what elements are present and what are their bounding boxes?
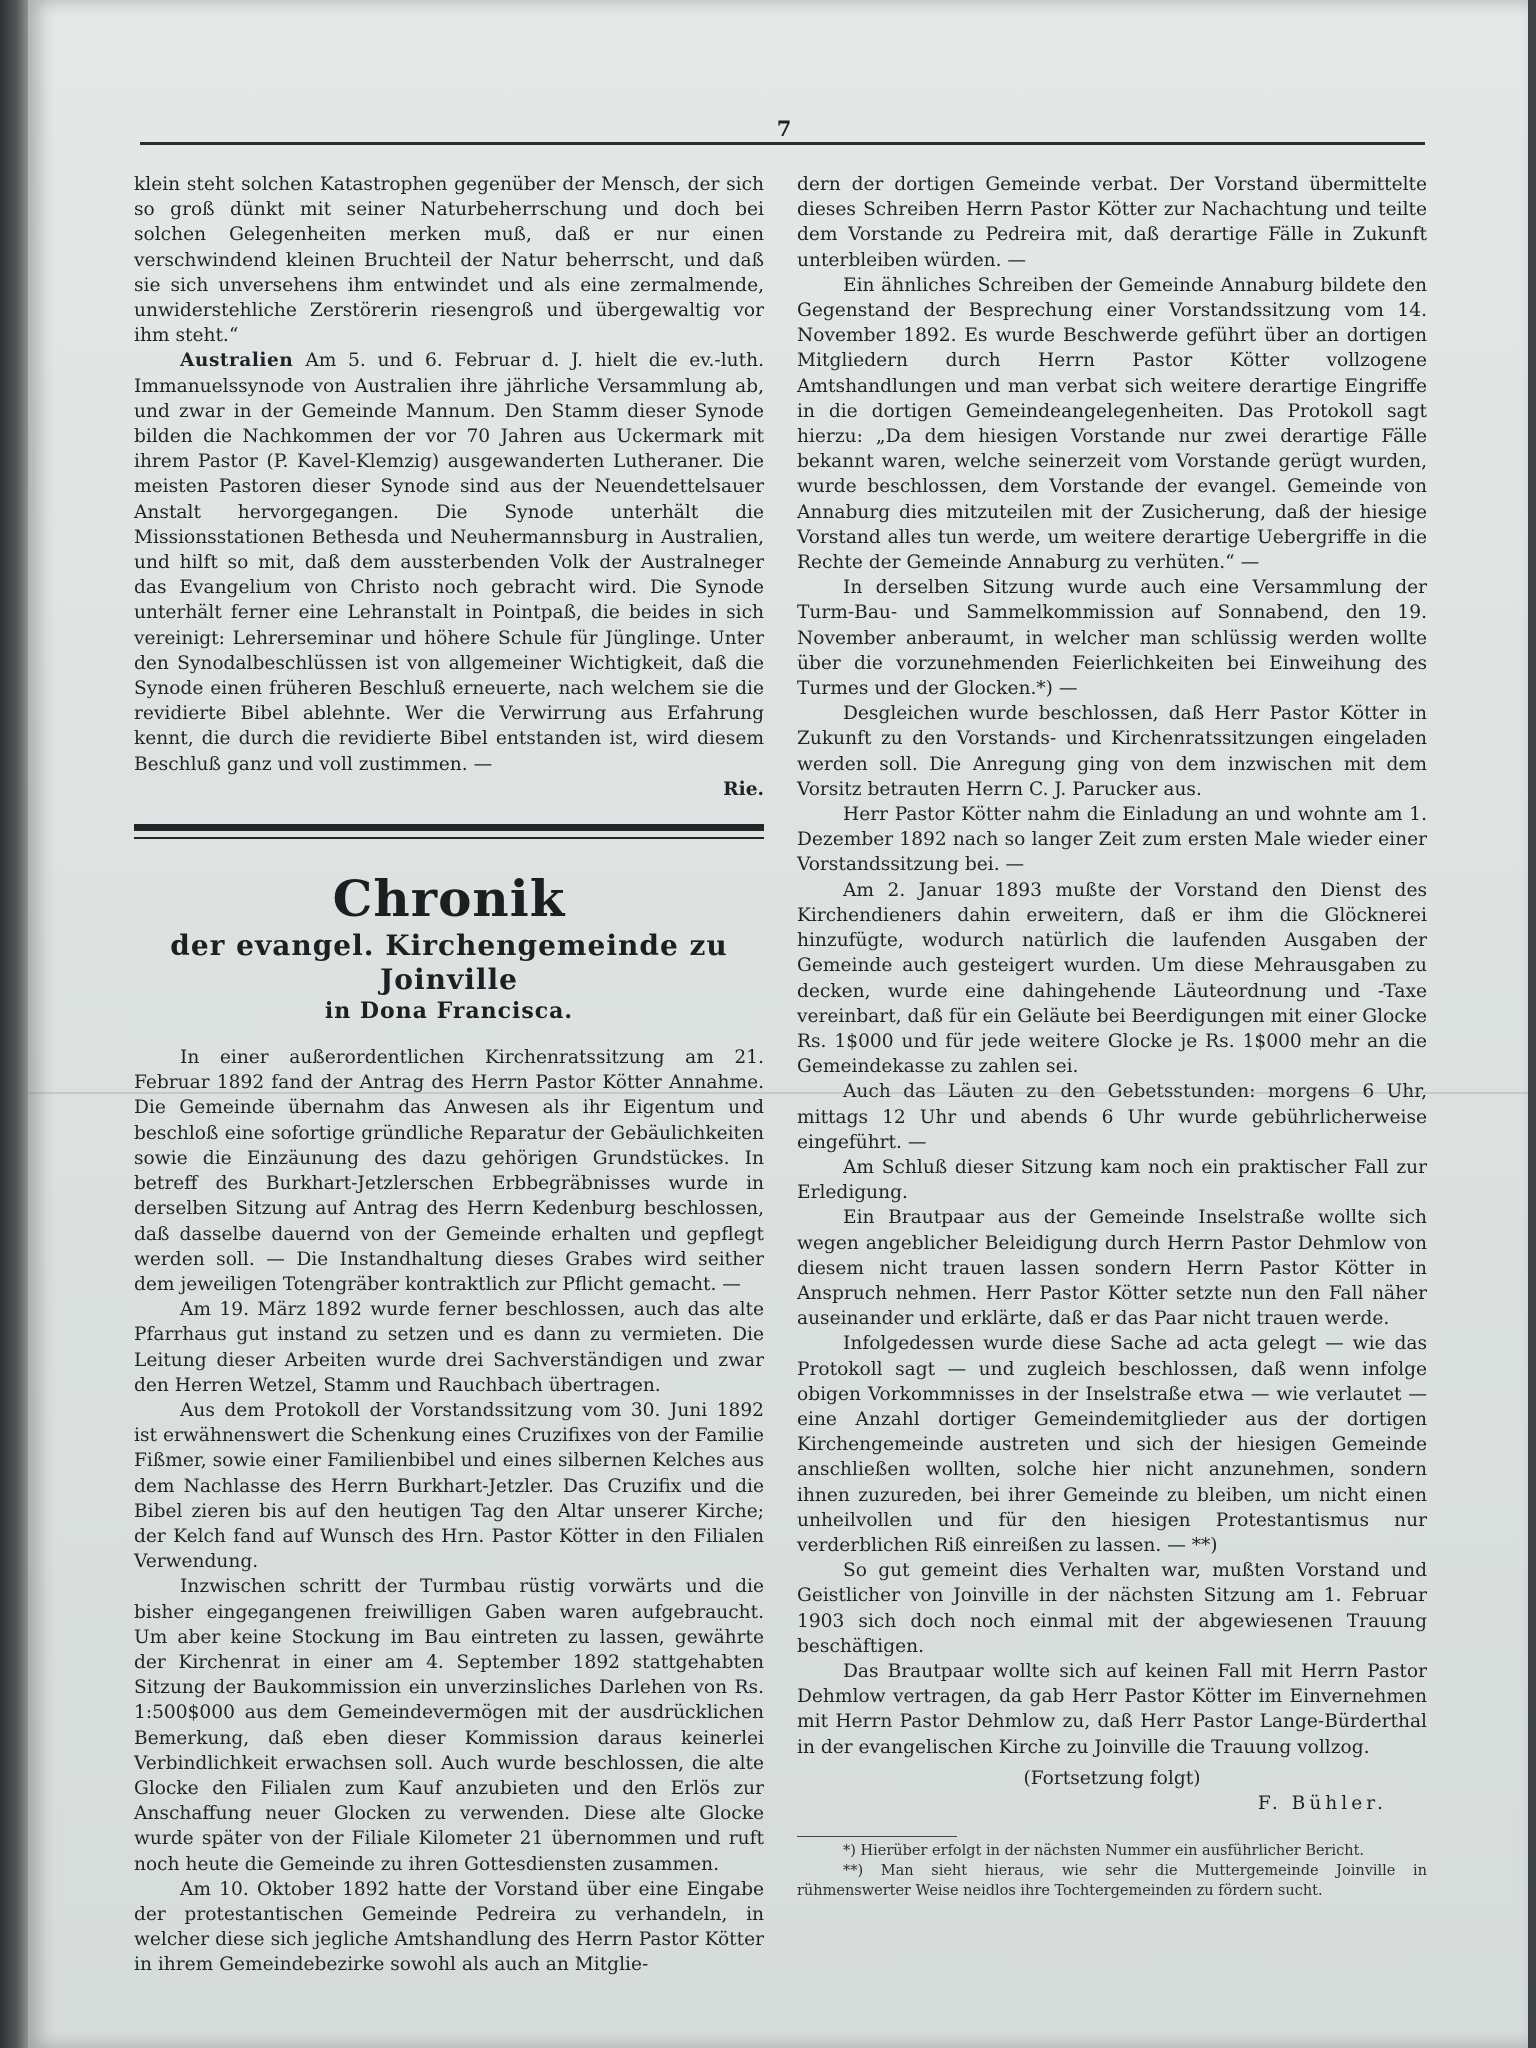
header-rule — [140, 142, 1425, 145]
chronik-subtitle: der evangel. Kirchengemeinde zu Joinville — [170, 929, 728, 997]
chronik-title: Chronik — [332, 869, 566, 929]
chronik-paragraph: Ein Brautpaar aus der Gemeinde Inselstraße wollte sich wegen angeblicher Beleidigung durch Herrn Pastor Dehmlow von diesem nicht trauen lassen sondern Herrn Pastor Kötter in Anspruch nehmen. Herr Pastor Kötter setzte nun den Fall näher auseinander und erklärte, daß er das Paar nicht trauen werde. — [797, 1207, 1427, 1330]
footnote: *) Hierüber erfolgt in der nächsten Nummer ein ausführlicher Bericht. — [843, 1843, 1365, 1860]
chronik-paragraph: Aus dem Protokoll der Vorstandssitzung vom 30. Juni 1892 ist erwähnenswert die Schenkung eines Cruzifixes von der Familie Fißmer, sowie einer Familienbibel und eines silbernen Kelches aus dem Nachlasse des Herrn Burkhart-Jetzler. Das Cruzifix und die Bibel zieren bis auf den heutigen Tag den Altar unserer Kirche; der Kelch fand auf Wunsch des Hrn. Pastor Kötter in den Filialen Verwendung. — [134, 1399, 764, 1573]
chronik-paragraph: Am Schluß dieser Sitzung kam noch ein praktischer Fall zur Erledigung. — [797, 1156, 1427, 1204]
australia-signature: Rie. — [723, 778, 764, 800]
section-divider-thin — [134, 837, 764, 839]
article-paragraph: klein steht solchen Katastrophen gegenüber der Mensch, der sich so groß dünkt mit seiner Naturbeherrschung und doch bei solchen Gelegenheiten merken muß, daß er nur einen verschwindend kleinen Bruchteil der Natur beherrscht, und daß sie sich unversehens ihm entwindet und als eine zermalmende, unwiderstehliche Zerstörerin riesengroß und übergewaltig vor ihm steht.“ — [134, 174, 764, 347]
chronik-paragraph: Infolgedessen wurde diese Sache ad acta gelegt — wie das Protokoll sagt — und zugleich beschlossen, daß wenn infolge obigen Vorkommnisses in der Inselstraße etwa — wie verlautet — eine Anzahl dortiger Gemeindemitglieder aus der dortigen Kirchengemeinde austreten und sich der hiesigen Gemeinde anschließen wollten, solche hier nicht anzunehmen, sondern ihnen zuzureden, bei ihrer Gemeinde zu bleiben, um nicht einen unheilvollen und für den hiesigen Protestantismus nur verderblichen Riß einreißen zu lassen. — **) — [797, 1333, 1427, 1556]
right-column — [797, 172, 1427, 1901]
chronik-paragraph: Inzwischen schritt der Turmbau rüstig vorwärts und die bisher eingegangenen freiwilligen Gaben waren aufgebraucht. Um aber keine Stockung im Bau eintreten zu lassen, gewährte der Kirchenrat in einer am 4. September 1892 stattgehabten Sitzung der Baukommission ein unverzinsliches Darlehen von Rs. 1:500$000 aus dem Gemeindevermögen mit der ausdrücklichen Bemerkung, daß eben dieser Kommission daraus keinerlei Verbindlichkeit erwachsen soll. Auch wurde beschlossen, die alte Glocke den Filialen zum Kauf anzubieten und den Erlös zur Anschaffung neuer Glocken zu verwenden. Diese alte Glocke wurde später von der Filiale Kilometer 21 übernommen und ruft noch heute die Gemeinde zu ihren Gottesdiensten zusammen. — [134, 1576, 764, 1875]
chronik-paragraph: Das Brautpaar wollte sich auf keinen Fall mit Herrn Pastor Dehmlow vertragen, da gab Herr Pastor Kötter im Einvernehmen mit Herrn Pastor Dehmlow zu, daß Herr Pastor Lange-Bürderthal in der evangelischen Kirche zu Joinville die Trauung vollzog. — [797, 1660, 1427, 1758]
chronik-paragraph: Ein ähnliches Schreiben der Gemeinde Annaburg bildete den Gegenstand der Besprechung einer Vorstandssitzung vom 14. November 1892. Es wurde Beschwerde geführt über an dortigen Mitgliedern durch Herrn Pastor Kötter vollzogene Amtshandlungen und man verbat sich weitere derartige Eingriffe in die dortigen Gemeindeangelegenheiten. Das Protokoll sagt hierzu: „Da dem hiesigen Vorstande nur zwei derartige Fälle bekannt waren, welche seinerzeit vom Vorstande gerügt wurden, wurde beschlossen, dem Vorstande der evangel. Gemeinde von Annaburg dies mitzuteilen mit der Zusicherung, daß der hiesige Vorstand alles tun werde, um weitere derartige Uebergriffe in die Rechte der Gemeinde Annaburg zu verhüten.“ — — [797, 274, 1427, 574]
page-number: 7 — [776, 116, 792, 141]
chronik-subtitle-location: in Dona Francisca. — [324, 998, 574, 1025]
book-spine-shadow — [0, 0, 28, 2048]
chronik-paragraph: So gut gemeint dies Verhalten war, mußten Vorstand und Geistlicher von Joinville in der nächsten Sitzung am 1. Februar 1903 sich doch noch einmal mit der abgewiesenen Trauung beschäftigen. — [797, 1560, 1427, 1657]
chronik-paragraph: Am 2. Januar 1893 mußte der Vorstand den Dienst des Kirchendieners dahin erweitern, daß er ihm die Glöcknerei hinzufügte, wodurch natürlich die laufenden Ausgaben der Gemeinde auch gesteigert wurden. Um diese Mehrausgaben zu decken, wurde eine dahingehende Läuteordnung und -Taxe vereinbart, daß für ein Geläute bei Beerdigungen mit einer Glocke Rs. 1$000 und für jede weitere Glocke je Rs. 1$000 mehr an die Gemeindekasse zu zahlen sei. — [797, 879, 1427, 1078]
australia-lead: Australien — [180, 350, 294, 372]
chronik-paragraph: Herr Pastor Kötter nahm die Einladung an und wohnte am 1. Dezember 1892 nach so langer Zeit zum ersten Male wieder einer Vorstandssitzung bei. — — [797, 804, 1427, 876]
chronik-paragraph: Desgleichen wurde beschlossen, daß Herr Pastor Kötter in Zukunft zu den Vorstands- und Kirchenratssitzungen eingeladen werden soll. Die Anregung ging von dem inzwischen mit dem Vorsitz betrauten Herrn C. J. Parucker aus. — [797, 703, 1427, 800]
footnote-rule — [797, 1836, 957, 1837]
footnote: **) Man sieht hieraus, wie sehr die Muttergemeinde Joinville in rühmenswerter Weise neidlos ihre Tochtergemeinden zu fördern sucht. — [797, 1863, 1427, 1900]
chronik-paragraph: dern der dortigen Gemeinde verbat. Der Vorstand übermittelte dieses Schreiben Herrn Pastor Kötter zur Nachachtung und teilte dem Vorstande zu Pedreira mit, daß derartige Fälle in Zukunft unterbleiben würden. — — [797, 174, 1427, 271]
chronik-paragraph: Am 19. März 1892 wurde ferner beschlossen, auch das alte Pfarrhaus gut instand zu setzen und es dann zu vermieten. Die Leitung dieser Arbeiten wurde drei Sachverständigen und zwar den Herren Wetzel, Stamm und Rauchbach übertragen. — [134, 1299, 764, 1396]
australia-paragraph — [134, 348, 764, 802]
paper-fold-line — [28, 1092, 1528, 1094]
australia-text: Am 5. und 6. Februar d. J. hielt die ev.-luth. Immanuelssynode von Australien ihre jährliche Versammlung ab, und zwar in der Gemeinde Mannum. Den Stamm dieser Synode bilden die Nachkommen der vor 70 Jahren aus Uckermark mit ihrem Pastor (P. Kavel-Klemzig) ausgewanderten Lutheraner. Die meisten Pastoren dieser Synode sind aus der Neuendettelsauer Anstalt hervorgegangen. Die Synode unterhält die Missionsstationen Bethesda und Neuhermannsburg in Australien, und hilft so mit, daß dem aussterbenden Volk der Australneger das Evangelium von Christo noch gebracht wird. Die Synode unterhält ferner eine Lehranstalt in Pointpaß, die beides in sich vereinigt: Lehrerseminar und höhere Schule für Jünglinge. Unter den Synodalbeschlüssen ist von allgemeiner Wichtigkeit, daß die Synode einen früheren Beschluß erneuerte, nach welchem sie die revidierte Bibel ablehnte. Wer die Verwirrung aus Erfahrung kennt, die durch die revidierte Bibel entstanden ist, wird diesem Beschluß ganz und voll zustimmen. — — [134, 350, 764, 775]
chronik-paragraph: Auch das Läuten zu den Gebetsstunden: morgens 6 Uhr, mittags 12 Uhr und abends 6 Uhr wurde gebührlicherweise eingeführt. — — [797, 1081, 1427, 1153]
chronik-paragraph: In derselben Sitzung wurde auch eine Versammlung der Turm-Bau- und Sammelkommission auf Sonnabend, den 19. November anberaumt, in welcher man schlüssig werden wollte über die vorzunehmenden Feierlichkeiten bei Einweihung des Turmes und der Glocken.*) — — [797, 577, 1427, 700]
chronik-paragraph: Am 10. Oktober 1892 hatte der Vorstand über eine Eingabe der protestantischen Gemeinde Pedreira zu verhandeln, in welcher diese sich jegliche Amtshandlung des Herrn Pastor Kötter in ihrem Gemeindebezirke sowohl als auch an Mitglie- — [134, 1878, 764, 1976]
left-column — [134, 172, 764, 1978]
chronik-paragraph: In einer außerordentlichen Kirchenratssitzung am 21. Februar 1892 fand der Antrag des Herrn Pastor Kötter Annahme. Die Gemeinde übernahm das Anwesen als ihr Eigentum und beschloß eine sofortige gründliche Reparatur der Gebäulichkeiten sowie die Einzäunung des dazu gehörigen Grundstückes. In betreff des Burkhart-Jetzlerschen Erbbegräbnisses wurde in derselben Sitzung auf Antrag des Herrn Kedenburg beschlossen, daß dasselbe dauernd von der Gemeinde erhalten und gepflegt werden soll. — Die Instandhaltung dieses Grabes wird seither dem jeweiligen Totengräber kontraktlich zur Pflicht gemacht. — — [134, 1047, 764, 1295]
section-divider-heavy — [134, 824, 764, 831]
continuation-note: (Fortsetzung folgt) — [1023, 1767, 1201, 1789]
author-signature: F. Bühler. — [1257, 1793, 1387, 1814]
